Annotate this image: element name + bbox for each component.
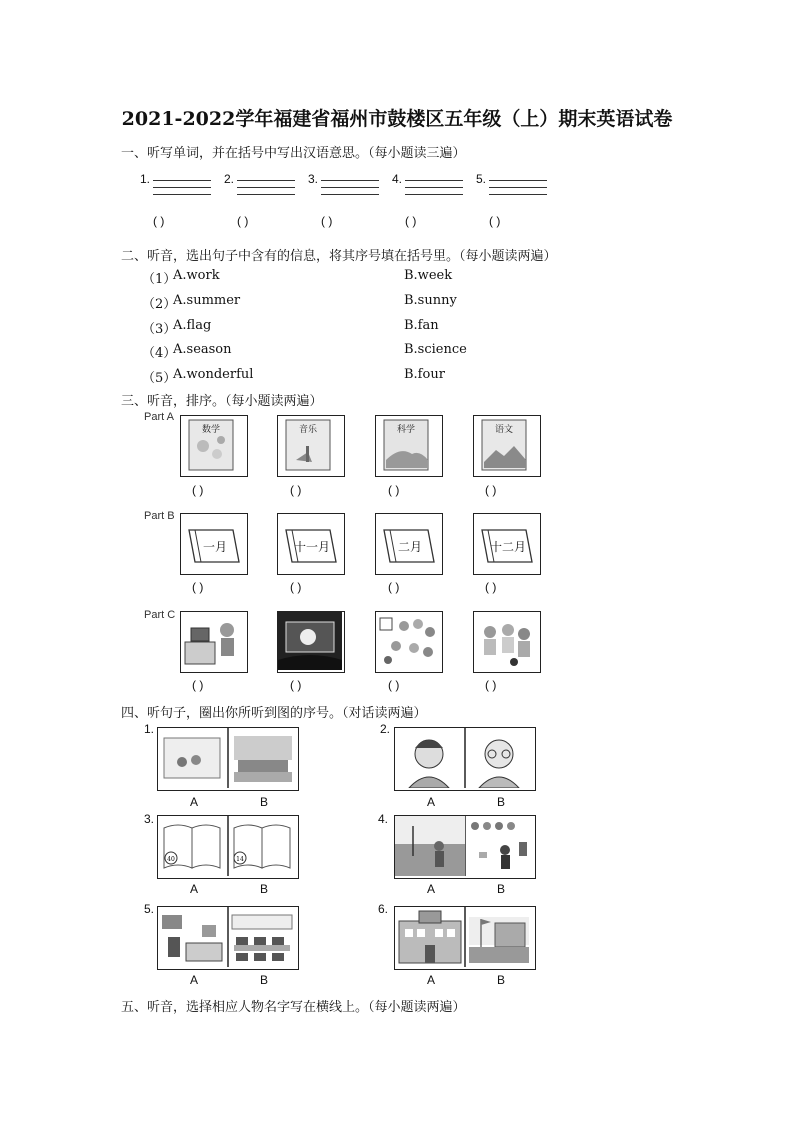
listen-pair-3	[157, 815, 299, 879]
part-b-answer-4[interactable]: ( )	[485, 580, 497, 594]
picture-book-science	[375, 415, 443, 477]
picture-calendar-february	[375, 513, 443, 575]
listen-pair-4	[394, 815, 536, 879]
dictation-answer-2[interactable]: ( )	[237, 214, 249, 228]
section-2-heading: 二、听音，选出句子中含有的信息，将其序号填在括号里。（每小题读两遍）	[121, 249, 557, 264]
book-label-math: 数学	[201, 425, 221, 435]
dictation-lines-3[interactable]	[321, 180, 379, 201]
section-5-heading: 五、听音，选择相应人物名字写在横线上。（每小题读两遍）	[121, 1000, 466, 1015]
listen-5-option-a[interactable]: A	[190, 973, 199, 987]
listen-5-option-b[interactable]: B	[260, 973, 269, 987]
dictation-lines-5[interactable]	[489, 180, 547, 201]
picture-book-math	[180, 415, 248, 477]
listen-pair-5	[157, 906, 299, 970]
dictation-number-2: 2.	[224, 172, 235, 186]
listen-number-2: 2.	[380, 722, 391, 736]
picture-computer-user	[180, 611, 248, 673]
choice-number-1: （1）	[142, 272, 177, 287]
picture-calendar-december	[473, 513, 541, 575]
listen-pair-6	[394, 906, 536, 970]
listen-2-option-b[interactable]: B	[497, 795, 506, 809]
part-b-answer-1[interactable]: ( )	[192, 580, 204, 594]
picture-calendar-november	[277, 513, 345, 575]
dictation-answer-3[interactable]: ( )	[321, 214, 333, 228]
part-a-answer-3[interactable]: ( )	[388, 483, 400, 497]
part-a-label: Part A	[144, 411, 174, 423]
page-title: 2021-2022学年福建省福州市鼓楼区五年级（上）期末英语试卷	[121, 108, 673, 130]
month-label-february: 二月	[397, 540, 423, 554]
picture-kids-football	[473, 611, 541, 673]
part-b-answer-2[interactable]: ( )	[290, 580, 302, 594]
book-label-music: 音乐	[298, 425, 318, 435]
choice-option-a-3: A.flag	[173, 318, 212, 333]
listen-6-option-b[interactable]: B	[497, 973, 506, 987]
book-label-science: 科学	[396, 425, 416, 435]
listen-4-option-a[interactable]: A	[427, 882, 436, 896]
dictation-number-4: 4.	[392, 172, 403, 186]
choice-option-b-4: B.science	[404, 342, 467, 357]
part-c-answer-2[interactable]: ( )	[290, 678, 302, 692]
part-a-answer-2[interactable]: ( )	[290, 483, 302, 497]
listen-number-1: 1.	[144, 722, 155, 736]
choice-option-a-1: A.work	[173, 268, 220, 283]
part-c-label: Part C	[144, 609, 176, 621]
section-4-heading: 四、听句子，圈出你所听到图的序号。（对话读两遍）	[121, 706, 427, 721]
listen-3-option-b[interactable]: B	[260, 882, 269, 896]
choice-number-4: （4）	[142, 346, 177, 361]
picture-kids-reading	[375, 611, 443, 673]
listen-4-option-b[interactable]: B	[497, 882, 506, 896]
choice-option-b-2: B.sunny	[404, 293, 457, 308]
month-label-january: 一月	[202, 540, 228, 554]
page-number-14: 14	[236, 856, 244, 863]
listen-pair-1	[157, 727, 299, 791]
section-1-heading: 一、听写单词，并在括号中写出汉语意思。（每小题读三遍）	[121, 146, 466, 161]
month-label-november: 十一月	[293, 540, 331, 554]
dictation-number-5: 5.	[476, 172, 487, 186]
dictation-number-3: 3.	[308, 172, 319, 186]
listen-6-option-a[interactable]: A	[427, 973, 436, 987]
dictation-lines-2[interactable]	[237, 180, 295, 201]
picture-calendar-january	[180, 513, 248, 575]
part-b-label: Part B	[144, 510, 175, 522]
dictation-answer-5[interactable]: ( )	[489, 214, 501, 228]
choice-option-b-5: B.four	[404, 367, 445, 382]
listen-number-5: 5.	[144, 902, 155, 916]
section-3-heading: 三、听音，排序。（每小题读两遍）	[121, 394, 323, 409]
choice-number-2: （2）	[142, 297, 177, 312]
dictation-answer-1[interactable]: ( )	[153, 214, 165, 228]
listen-3-option-a[interactable]: A	[190, 882, 199, 896]
listen-1-option-a[interactable]: A	[190, 795, 199, 809]
listen-number-3: 3.	[144, 812, 155, 826]
listen-1-option-b[interactable]: B	[260, 795, 269, 809]
choice-option-a-2: A.summer	[173, 293, 241, 308]
dictation-lines-1[interactable]	[153, 180, 211, 201]
choice-option-a-4: A.season	[173, 342, 232, 357]
listen-number-6: 6.	[378, 902, 389, 916]
listen-pair-2	[394, 727, 536, 791]
part-c-answer-1[interactable]: ( )	[192, 678, 204, 692]
picture-book-chinese	[473, 415, 541, 477]
page-number-40: 40	[167, 856, 175, 863]
picture-book-music	[277, 415, 345, 477]
part-b-answer-3[interactable]: ( )	[388, 580, 400, 594]
listen-number-4: 4.	[378, 812, 389, 826]
dictation-number-1: 1.	[140, 172, 151, 186]
choice-option-a-5: A.wonderful	[173, 367, 254, 382]
choice-number-3: （3）	[142, 322, 177, 337]
dictation-lines-4[interactable]	[405, 180, 463, 201]
book-label-chinese: 语文	[494, 425, 514, 435]
part-a-answer-4[interactable]: ( )	[485, 483, 497, 497]
choice-option-b-1: B.week	[404, 268, 453, 283]
choice-option-b-3: B.fan	[404, 318, 439, 333]
dictation-answer-4[interactable]: ( )	[405, 214, 417, 228]
choice-number-5: （5）	[142, 371, 177, 386]
part-c-answer-4[interactable]: ( )	[485, 678, 497, 692]
month-label-december: 十二月	[489, 540, 527, 554]
listen-2-option-a[interactable]: A	[427, 795, 436, 809]
part-a-answer-1[interactable]: ( )	[192, 483, 204, 497]
part-c-answer-3[interactable]: ( )	[388, 678, 400, 692]
picture-cinema	[277, 611, 345, 673]
